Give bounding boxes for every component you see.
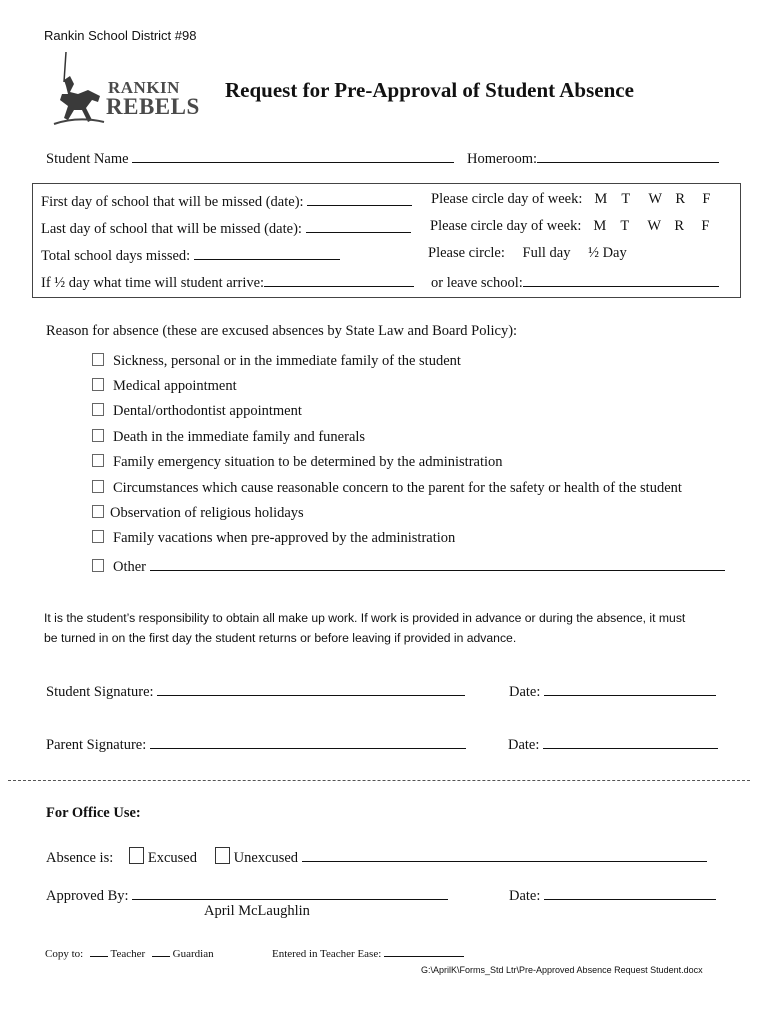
teacher-ease-label: Entered in Teacher Ease: — [272, 948, 382, 960]
checkbox[interactable] — [92, 378, 104, 391]
date-label: Date: — [509, 684, 541, 700]
student-name-field[interactable] — [132, 148, 454, 163]
student-signature-label: Student Signature: — [46, 684, 154, 700]
reason-label: Circumstances which cause reasonable concern to the parent for the safety or health of the student — [113, 480, 682, 496]
approved-by-label: Approved By: — [46, 888, 129, 904]
total-days-label: Total school days missed: — [41, 248, 191, 264]
rider-icon — [48, 50, 108, 130]
student-signature-field[interactable] — [157, 681, 465, 696]
office-use-heading: For Office Use: — [46, 805, 141, 821]
checkbox[interactable] — [92, 454, 104, 467]
notice-line2: be turned in on the first day the student returns or before leaving if provided in advance. — [44, 631, 517, 645]
weekday-t[interactable]: T — [621, 191, 631, 207]
first-day-label: First day of school that will be missed (date): — [41, 194, 304, 210]
teacher-ease-row — [272, 946, 464, 960]
unexcused-label: Unexcused — [233, 850, 299, 866]
leave-row — [431, 272, 719, 292]
reason-item-other — [92, 556, 725, 576]
page-title: Request for Pre-Approval of Student Absence — [225, 78, 634, 102]
logo-line1: RANKIN — [108, 78, 180, 97]
first-day-row — [41, 191, 412, 211]
total-days-field[interactable] — [194, 245, 340, 260]
reasons-heading: Reason for absence (these are excused absences by State Law and Board Policy): — [46, 323, 518, 339]
first-day-field[interactable] — [307, 191, 412, 206]
excused-label: Excused — [147, 850, 197, 866]
checkbox[interactable] — [92, 505, 104, 518]
date-label: Date: — [508, 737, 540, 753]
unexcused-checkbox[interactable] — [215, 847, 230, 864]
last-day-label: Last day of school that will be missed (date): — [41, 221, 302, 237]
student-date-row — [509, 681, 716, 701]
first-day-week-row — [431, 191, 729, 208]
excused-checkbox[interactable] — [129, 847, 144, 864]
homeroom-row — [467, 148, 719, 168]
reason-item — [92, 454, 503, 471]
checkbox[interactable] — [92, 559, 104, 572]
school-logo — [48, 50, 200, 130]
absence-label: Absence is: — [46, 850, 114, 866]
reason-item — [92, 480, 682, 497]
reason-label: Sickness, personal or in the immediate family of the student — [113, 353, 461, 369]
unexcused-reason-field[interactable] — [302, 847, 707, 862]
date-label: Date: — [509, 888, 541, 904]
parent-signature-row — [46, 734, 466, 754]
reason-label: Death in the immediate family and funerals — [113, 429, 366, 445]
arrive-time-field[interactable] — [264, 272, 414, 287]
reason-label: Family vacations when pre-approved by the administration — [113, 530, 456, 546]
parent-date-row — [508, 734, 718, 754]
full-day-option[interactable]: Full day — [522, 245, 571, 261]
reason-item — [92, 378, 237, 395]
checkbox[interactable] — [92, 429, 104, 442]
reason-label: Family emergency situation to be determined by the administration — [113, 454, 503, 470]
checkbox[interactable] — [92, 480, 104, 493]
guardian-copy-field[interactable] — [152, 946, 170, 957]
district-name: Rankin School District #98 — [44, 28, 197, 43]
reason-label: Other — [113, 559, 147, 575]
weekday-f[interactable]: F — [702, 191, 711, 207]
arrive-row — [41, 272, 414, 292]
approver-name: April McLaughlin — [204, 903, 310, 919]
reason-item — [92, 353, 461, 370]
teacher-copy-field[interactable] — [90, 946, 108, 957]
weekday-w[interactable]: W — [648, 191, 663, 207]
reason-label: Observation of religious holidays — [110, 505, 304, 521]
last-day-week-row — [430, 218, 728, 235]
half-day-option[interactable]: ½ Day — [588, 245, 627, 261]
reason-label: Dental/orthodontist appointment — [113, 403, 302, 419]
notice-line1: It is the student’s responsibility to obtain all make up work. If work is provided in advance or during the absence, it must — [44, 611, 686, 625]
please-circle-label: Please circle: — [428, 245, 505, 261]
total-days-row — [41, 245, 340, 265]
file-path: G:\AprilK\Forms_Std Ltr\Pre-Approved Absence Request Student.docx — [421, 965, 703, 975]
cut-line-divider — [8, 780, 750, 781]
last-day-field[interactable] — [306, 218, 411, 233]
teacher-ease-field[interactable] — [384, 946, 464, 957]
parent-signature-label: Parent Signature: — [46, 737, 147, 753]
other-reason-field[interactable] — [150, 556, 725, 571]
approved-by-field[interactable] — [132, 885, 448, 900]
guardian-label: Guardian — [172, 948, 214, 960]
weekday-m[interactable]: M — [593, 218, 607, 234]
office-date-row — [509, 885, 716, 905]
student-name-label: Student Name — [46, 151, 129, 167]
circle-day-label: Please circle day of week: — [431, 191, 583, 207]
checkbox[interactable] — [92, 403, 104, 416]
approved-by-row — [46, 885, 448, 905]
parent-date-field[interactable] — [543, 734, 718, 749]
copy-to-row — [45, 946, 214, 960]
student-name-row — [46, 148, 454, 168]
office-date-field[interactable] — [544, 885, 716, 900]
checkbox[interactable] — [92, 530, 104, 543]
parent-signature-field[interactable] — [150, 734, 466, 749]
weekday-m[interactable]: M — [594, 191, 608, 207]
reason-item — [92, 403, 302, 420]
last-day-row — [41, 218, 411, 238]
student-signature-row — [46, 681, 465, 701]
reason-item — [92, 530, 455, 547]
day-type-row — [428, 245, 627, 262]
weekday-r[interactable]: R — [675, 191, 686, 207]
weekday-w[interactable]: W — [647, 218, 662, 234]
arrive-label: If ½ day what time will student arrive: — [41, 275, 265, 291]
teacher-label: Teacher — [110, 948, 146, 960]
weekday-t[interactable]: T — [620, 218, 630, 234]
reason-item — [92, 429, 365, 446]
reason-item — [92, 505, 304, 522]
absence-status-row — [46, 847, 707, 867]
copy-to-label: Copy to: — [45, 948, 84, 960]
weekday-r[interactable]: R — [674, 218, 685, 234]
leave-label: or leave school: — [431, 275, 523, 291]
circle-day-label: Please circle day of week: — [430, 218, 582, 234]
student-date-field[interactable] — [544, 681, 716, 696]
checkbox[interactable] — [92, 353, 104, 366]
reason-label: Medical appointment — [113, 378, 237, 394]
homeroom-label: Homeroom: — [467, 151, 538, 167]
leave-time-field[interactable] — [523, 272, 719, 287]
homeroom-field[interactable] — [537, 148, 719, 163]
weekday-f[interactable]: F — [701, 218, 710, 234]
logo-line2: REBELS — [106, 94, 200, 119]
